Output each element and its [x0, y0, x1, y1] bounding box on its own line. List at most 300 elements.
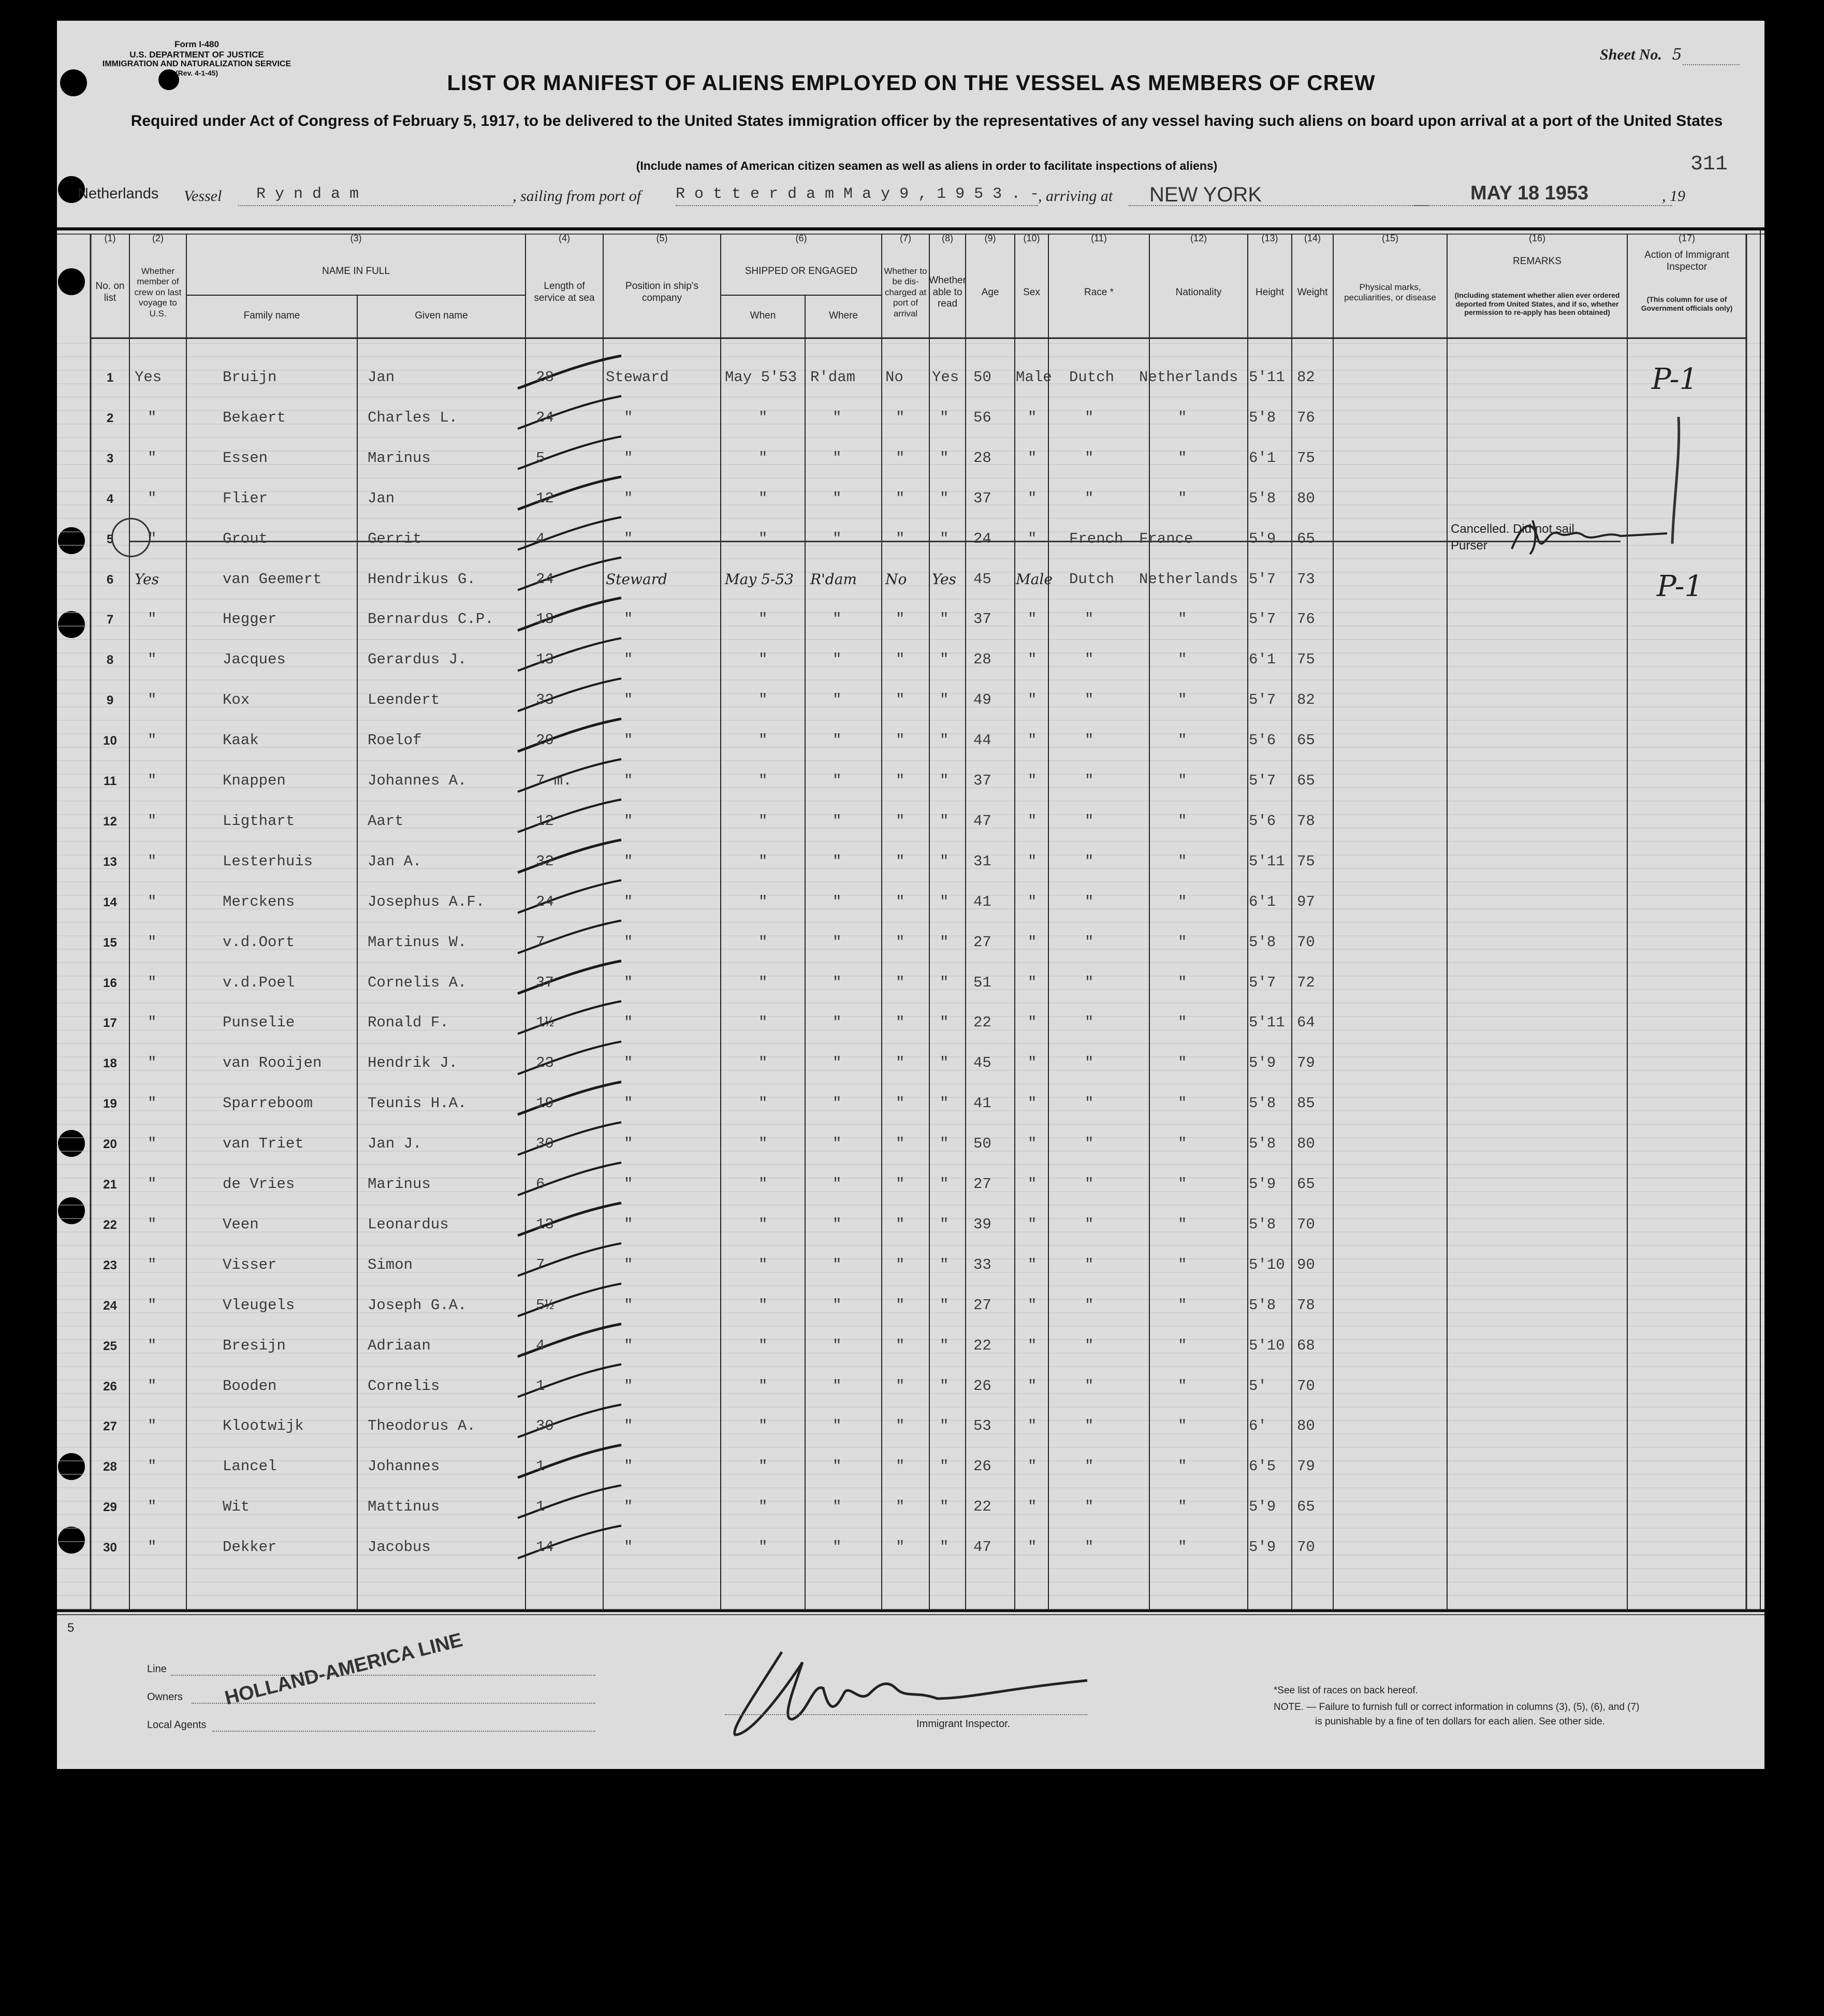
cell-age: 26	[973, 1377, 991, 1395]
cell-nationality: "	[1178, 611, 1187, 628]
cell-given: Roelof	[368, 732, 422, 749]
service-check-stroke	[518, 638, 621, 671]
cell-service: 14	[536, 1539, 554, 1556]
cell-service: 5½	[536, 1296, 554, 1314]
cell-race: "	[1085, 933, 1094, 951]
cell-read: "	[940, 1498, 949, 1516]
cell-given: Joseph G.A.	[368, 1296, 467, 1314]
cell-nationality: "	[1178, 1054, 1187, 1072]
cell-read: "	[940, 974, 949, 991]
cell-sex: "	[1028, 1215, 1037, 1233]
cell-no: 3	[106, 451, 114, 466]
cell-no: 8	[106, 653, 114, 668]
races-note: *See list of races on back hereof.	[1274, 1685, 1418, 1696]
cell-read: "	[940, 852, 949, 870]
cell-race: "	[1085, 449, 1094, 467]
cell-weight: 82	[1297, 691, 1315, 709]
ruled-lines	[57, 229, 1764, 1615]
department: U.S. DEPARTMENT OF JUSTICE	[129, 49, 264, 60]
cell-given: Jan J.	[368, 1135, 422, 1153]
cell-race: "	[1085, 1539, 1094, 1556]
cell-prev: "	[148, 449, 157, 467]
cell-family: Kaak	[223, 732, 259, 749]
cell-read: "	[940, 1377, 949, 1395]
cell-race: "	[1085, 1054, 1094, 1072]
cell-read: "	[940, 1054, 949, 1072]
cell-weight: 78	[1297, 812, 1315, 830]
cell-age: 47	[973, 812, 991, 830]
cell-height: 6'1	[1249, 449, 1276, 467]
cell-height: 5'8	[1249, 1215, 1276, 1233]
service-check-stroke	[518, 437, 621, 469]
column-subheader-note: (Including statement whether alien ever ordered deported from United States, and if so, whether permission to re-apply has been obtained)	[1454, 291, 1620, 317]
cell-race: "	[1085, 1417, 1094, 1435]
cell-position: "	[624, 651, 633, 669]
cell-read: "	[940, 409, 949, 426]
cell-race: "	[1085, 1498, 1094, 1516]
cell-service: 4	[536, 1337, 545, 1354]
cell-read: "	[940, 1337, 949, 1354]
cell-nationality: Netherlands	[1139, 369, 1238, 386]
arriving-label: , arriving at	[1038, 187, 1113, 205]
service-check-stroke	[518, 1365, 621, 1397]
service-check-stroke	[518, 1082, 621, 1114]
cell-read: Yes	[932, 369, 959, 386]
cell-height: 5'9	[1249, 1054, 1276, 1072]
cell-sex: "	[1028, 732, 1037, 749]
note-label: NOTE. —	[1274, 1702, 1317, 1713]
cell-sex: "	[1028, 1377, 1037, 1395]
cell-discharged: No	[885, 369, 903, 386]
form-number: Form I-480	[174, 39, 219, 49]
cell-age: 41	[973, 893, 991, 910]
cell-where: "	[833, 489, 842, 507]
cell-weight: 80	[1297, 489, 1315, 507]
cell-no: 5	[106, 532, 114, 546]
cell-when: "	[758, 1377, 768, 1395]
cell-family: Sparreboom	[223, 1095, 313, 1112]
cell-no: 4	[106, 491, 114, 506]
cell-height: 5'7	[1249, 570, 1276, 588]
cell-weight: 70	[1297, 1215, 1315, 1233]
cell-weight: 64	[1297, 1014, 1315, 1032]
note-text-1: Failure to furnish full or correct information in columns (3), (5), (6), and (7)	[1319, 1702, 1640, 1713]
cell-sex: "	[1028, 1176, 1037, 1193]
cell-where: "	[833, 691, 842, 709]
cell-no: 21	[103, 1178, 117, 1192]
cell-age: 22	[973, 1498, 991, 1516]
cell-age: 31	[973, 852, 991, 870]
cell-nationality: "	[1178, 933, 1187, 951]
cell-age: 28	[973, 449, 991, 467]
cell-read: "	[940, 651, 949, 669]
cell-family: Lesterhuis	[223, 852, 313, 870]
cell-nationality: "	[1178, 1417, 1187, 1435]
cell-no: 1	[106, 371, 114, 385]
cell-service: 13	[536, 651, 554, 669]
cell-discharged: "	[896, 651, 905, 669]
cell-discharged: "	[896, 852, 905, 870]
cell-no: 13	[103, 854, 117, 869]
page-note: (Include names of American citizen seamen as well as aliens in order to facilitate inspections of aliens)	[636, 159, 1218, 172]
service-check-stroke	[518, 1041, 621, 1074]
cell-no: 2	[106, 411, 114, 425]
service-check-stroke	[518, 477, 621, 510]
cell-position: "	[624, 852, 633, 870]
cell-given: Leonardus	[368, 1215, 449, 1233]
column-header: Whether to be dis-charged at port of arrival	[884, 266, 927, 318]
cell-when: "	[758, 489, 768, 507]
service-check-stroke	[518, 1001, 621, 1034]
cell-position: "	[624, 1337, 633, 1354]
cell-given: Marinus	[368, 449, 431, 467]
remark-cancelled: Cancelled. Did not sail.	[1451, 522, 1578, 536]
cell-race: "	[1085, 1135, 1094, 1153]
cell-service: 19	[536, 1095, 554, 1112]
cell-age: 53	[973, 1417, 991, 1435]
cell-family: van Rooijen	[223, 1054, 322, 1072]
cell-when: May 5'53	[725, 369, 797, 386]
cell-weight: 70	[1297, 1377, 1315, 1395]
cell-family: Wit	[223, 1498, 250, 1516]
cell-read: "	[940, 489, 949, 507]
cell-where: "	[833, 1377, 842, 1395]
cell-weight: 82	[1297, 369, 1315, 386]
cell-height: 5'7	[1249, 611, 1276, 628]
cell-when: "	[758, 530, 768, 547]
cell-weight: 65	[1297, 772, 1315, 789]
cell-no: 29	[103, 1500, 117, 1515]
cell-nationality: "	[1178, 1215, 1187, 1233]
cell-discharged: "	[896, 530, 905, 547]
cell-height: 5'6	[1249, 812, 1276, 830]
inspector-mark-top: P-1	[1652, 362, 1698, 396]
cell-nationality: "	[1178, 732, 1187, 749]
cell-sex: "	[1028, 1256, 1037, 1273]
cell-weight: 75	[1297, 651, 1315, 669]
column-header: No. on list	[95, 281, 125, 303]
cell-prev: "	[148, 1377, 157, 1395]
cell-nationality: "	[1178, 1014, 1187, 1032]
cell-where: "	[833, 1337, 842, 1354]
cell-where: "	[833, 651, 842, 669]
cell-prev: "	[148, 772, 157, 789]
cell-given: Gerrit	[368, 530, 422, 547]
cell-where: "	[833, 449, 842, 467]
cell-service: 1	[536, 1498, 545, 1516]
cell-family: Ligthart	[223, 812, 295, 830]
cell-position: "	[624, 1215, 633, 1233]
cell-discharged: "	[896, 1417, 905, 1435]
cell-height: 5'9	[1249, 1176, 1276, 1193]
service-check-stroke	[518, 719, 621, 751]
cell-given: Adriaan	[368, 1337, 431, 1354]
cell-service: 24	[536, 409, 554, 426]
page-title: LIST OR MANIFEST OF ALIENS EMPLOYED ON THE VESSEL AS MEMBERS OF CREW	[447, 70, 1376, 95]
cell-family: Flier	[223, 489, 268, 507]
footer-owners-label: Owners	[147, 1691, 183, 1703]
cell-family: Booden	[223, 1377, 277, 1395]
cell-nationality: "	[1178, 852, 1187, 870]
service-check-stroke	[518, 921, 621, 953]
cell-where: "	[833, 1539, 842, 1556]
cell-family: Vleugels	[223, 1296, 295, 1314]
cell-read: "	[940, 1417, 949, 1435]
cell-nationality: "	[1178, 1256, 1187, 1273]
cell-race: "	[1085, 409, 1094, 426]
cell-sex: "	[1028, 449, 1037, 467]
cell-position: "	[624, 1176, 633, 1193]
cell-weight: 76	[1297, 409, 1315, 426]
cell-prev: "	[148, 489, 157, 507]
service-check-stroke	[518, 396, 621, 429]
cell-family: Knappen	[223, 772, 286, 789]
cell-family: Bruijn	[223, 369, 277, 386]
cell-where: "	[833, 1296, 842, 1314]
cell-age: 28	[973, 651, 991, 669]
cell-where: "	[833, 1095, 842, 1112]
cell-read: "	[940, 893, 949, 910]
cell-height: 5'9	[1249, 1498, 1276, 1516]
column-lines	[91, 229, 1760, 1611]
cell-where: "	[833, 1135, 842, 1153]
cell-read: "	[940, 530, 949, 547]
service: IMMIGRATION AND NATURALIZATION SERVICE	[102, 60, 291, 69]
cell-age: 27	[973, 1176, 991, 1193]
cell-nationality: "	[1178, 772, 1187, 789]
cell-nationality: "	[1178, 974, 1187, 991]
column-number: (9)	[984, 233, 996, 243]
agents-stamp: HOLLAND-AMERICA LINE	[223, 1629, 465, 1709]
cell-given: Johannes A.	[368, 772, 467, 789]
cell-weight: 65	[1297, 1498, 1315, 1516]
column-subheader: Where	[829, 310, 858, 321]
cell-family: Veen	[223, 1215, 259, 1233]
cell-read: "	[940, 732, 949, 749]
cell-position: "	[624, 611, 633, 628]
cell-read: "	[940, 812, 949, 830]
cell-when: "	[758, 1095, 768, 1112]
cell-height: 5'7	[1249, 772, 1276, 789]
cell-weight: 75	[1297, 449, 1315, 467]
cell-sex: "	[1028, 489, 1037, 507]
cell-given: Aart	[368, 812, 404, 830]
cell-prev: Yes	[135, 570, 159, 588]
cell-position: "	[624, 1377, 633, 1395]
cell-race: "	[1085, 1176, 1094, 1193]
cell-position: "	[624, 1296, 633, 1314]
cell-where: "	[833, 409, 842, 426]
cell-family: Punselie	[223, 1014, 295, 1032]
cell-age: 37	[973, 611, 991, 628]
cell-prev: "	[148, 611, 157, 628]
cell-when: "	[758, 1215, 768, 1233]
cell-age: 56	[973, 409, 991, 426]
cell-race: "	[1085, 1215, 1094, 1233]
service-check-stroke	[518, 800, 621, 832]
cell-race: "	[1085, 732, 1094, 749]
cell-when: May 5-53	[725, 570, 794, 588]
cell-family: Jacques	[223, 651, 286, 669]
cell-when: "	[758, 974, 768, 991]
cell-when: "	[758, 1256, 768, 1273]
cell-when: "	[758, 772, 768, 789]
cell-position: "	[624, 772, 633, 789]
cell-when: "	[758, 1296, 768, 1314]
cell-read: "	[940, 449, 949, 467]
cell-sex: "	[1028, 1095, 1037, 1112]
service-check-stroke	[518, 1122, 621, 1155]
service-check-stroke	[518, 880, 621, 913]
column-header: Whether member of crew on last voyage to U.S.	[134, 266, 182, 318]
cell-nationality: "	[1178, 489, 1187, 507]
cell-prev: "	[148, 1417, 157, 1435]
cell-height: 6'1	[1249, 651, 1276, 669]
cell-position: "	[624, 1014, 633, 1032]
column-number: (12)	[1190, 233, 1207, 243]
cell-read: "	[940, 1215, 949, 1233]
service-check-stroke	[518, 517, 621, 550]
cell-service: 24	[536, 893, 554, 910]
cell-discharged: "	[896, 1377, 905, 1395]
cell-prev: "	[148, 812, 157, 830]
cell-when: "	[758, 611, 768, 628]
cell-when: "	[758, 691, 768, 709]
inspector-label: Immigrant Inspector.	[916, 1718, 1011, 1730]
column-number: (15)	[1381, 233, 1398, 243]
cell-service: 7 m.	[536, 772, 572, 789]
cell-prev: "	[148, 1256, 157, 1273]
cell-where: "	[833, 1215, 842, 1233]
cell-no: 6	[106, 572, 114, 587]
cell-weight: 80	[1297, 1417, 1315, 1435]
cell-prev: "	[148, 1095, 157, 1112]
cell-height: 5'8	[1249, 409, 1276, 426]
column-subheader: Family name	[243, 310, 300, 321]
cell-no: 16	[103, 976, 117, 990]
cell-weight: 79	[1297, 1054, 1315, 1072]
cell-where: "	[833, 611, 842, 628]
cell-prev: "	[148, 651, 157, 669]
cell-race: "	[1085, 1377, 1094, 1395]
cell-no: 10	[103, 734, 117, 748]
cell-age: 50	[973, 369, 991, 386]
cell-no: 24	[103, 1298, 117, 1313]
cell-prev: "	[148, 1458, 157, 1475]
cell-discharged: "	[896, 974, 905, 991]
cell-no: 23	[103, 1258, 117, 1272]
cell-nationality: "	[1178, 1296, 1187, 1314]
cell-race: "	[1085, 1256, 1094, 1273]
column-header: Race *	[1084, 286, 1114, 298]
cell-sex: "	[1028, 651, 1037, 669]
cell-service: 24	[536, 570, 554, 588]
cell-weight: 78	[1297, 1296, 1315, 1314]
cell-sex: "	[1028, 691, 1037, 709]
cell-height: 5'10	[1249, 1256, 1285, 1273]
cell-age: 27	[973, 1296, 991, 1314]
cell-discharged: "	[896, 409, 905, 426]
cell-prev: "	[148, 732, 157, 749]
column-number: (7)	[900, 233, 911, 243]
cell-service: 13	[536, 1215, 554, 1233]
cell-when: "	[758, 1458, 768, 1475]
cell-race: "	[1085, 1014, 1094, 1032]
cell-when: "	[758, 852, 768, 870]
cell-age: 24	[973, 530, 991, 547]
cell-height: 5'9	[1249, 530, 1276, 547]
page-subtitle: Required under Act of Congress of February 5, 1917, to be delivered to the United States immigration officer by the representatives of any vessel having such aliens on board upon arrival at a port of the United States	[130, 112, 1723, 129]
cell-family: Kox	[223, 691, 250, 709]
cell-discharged: "	[896, 772, 905, 789]
column-number: (14)	[1304, 233, 1321, 243]
cell-prev: "	[148, 1337, 157, 1354]
cell-family: Dekker	[223, 1539, 277, 1556]
cell-no: 30	[103, 1541, 117, 1555]
cell-no: 25	[103, 1339, 117, 1353]
column-header: Height	[1256, 286, 1284, 298]
column-number: (6)	[795, 233, 807, 243]
cell-weight: 65	[1297, 1176, 1315, 1193]
arrival-port-stamp: NEW YORK	[1149, 183, 1262, 206]
cell-service: 20	[536, 732, 554, 749]
cell-sex: "	[1028, 852, 1037, 870]
cell-position: "	[624, 1054, 633, 1072]
cell-nationality: "	[1178, 691, 1187, 709]
cell-given: Ronald F.	[368, 1014, 449, 1032]
cell-when: "	[758, 1176, 768, 1193]
cell-age: 22	[973, 1337, 991, 1354]
cell-nationality: "	[1178, 1539, 1187, 1556]
cell-when: "	[758, 1539, 768, 1556]
cell-where: "	[833, 812, 842, 830]
cell-nationality: "	[1178, 1095, 1187, 1112]
cell-sex: "	[1028, 1539, 1037, 1556]
cell-when: "	[758, 409, 768, 426]
cell-nationality: "	[1178, 1377, 1187, 1395]
cell-position: Steward	[606, 369, 669, 386]
column-number: (10)	[1023, 233, 1040, 243]
cell-height: 5'10	[1249, 1337, 1285, 1354]
cell-service: 12	[536, 489, 554, 507]
service-check-stroke	[518, 961, 621, 994]
cell-given: Cornelis	[368, 1377, 440, 1395]
cell-service: 4	[536, 530, 545, 547]
cell-age: 27	[973, 933, 991, 951]
cell-read: "	[940, 1095, 949, 1112]
cell-weight: 76	[1297, 611, 1315, 628]
cell-sex: "	[1028, 611, 1037, 628]
cell-height: 5'8	[1249, 933, 1276, 951]
cell-sex: "	[1028, 1458, 1037, 1475]
cell-family: Visser	[223, 1256, 277, 1273]
cell-where: "	[833, 1417, 842, 1435]
cell-when: "	[758, 1135, 768, 1153]
cell-family: Hegger	[223, 611, 277, 628]
column-header: Position in ship's company	[625, 281, 698, 303]
cell-race: "	[1085, 893, 1094, 910]
column-header: Whether able to read	[929, 274, 966, 310]
cell-age: 47	[973, 1539, 991, 1556]
cell-weight: 72	[1297, 974, 1315, 991]
cell-age: 37	[973, 489, 991, 507]
cell-given: Theodorus A.	[368, 1417, 476, 1435]
cell-sex: "	[1028, 772, 1037, 789]
cell-when: "	[758, 1054, 768, 1072]
fine-note	[1274, 1702, 1639, 1713]
cell-prev: Yes	[135, 369, 162, 386]
cell-family: Lancel	[223, 1458, 277, 1475]
